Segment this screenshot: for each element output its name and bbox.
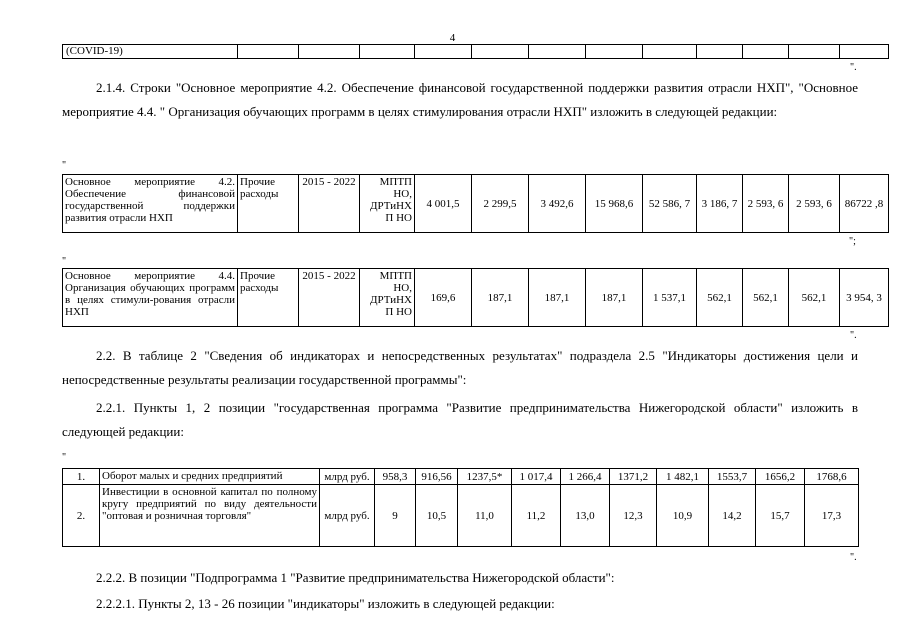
value-cell: 15,7 — [756, 485, 805, 547]
executor-cell: МПТП НО, ДРТиНХ П НО — [360, 269, 415, 327]
paragraph-2-1-4: 2.1.4. Строки "Основное мероприятие 4.2. Обеспечение финансовой государственной поддержки развития отрасли НХП", "Основное мероприятие 4.4. " Организация обучающих программ в целях стимулирования отрасли НХП" изложить в следующей редакции: — [62, 80, 858, 119]
value-cell: 13,0 — [561, 485, 610, 547]
value-cell: 14,2 — [709, 485, 756, 547]
years-cell: 2015 - 2022 — [299, 269, 360, 327]
unit-cell: млрд руб. — [320, 485, 375, 547]
value-cell: 15 968,6 — [586, 175, 643, 233]
expense-cell: Прочие расходы — [238, 175, 299, 233]
indicator-name: Инвестиции в основной капитал по полному кругу предприятий по виду деятельности "оптовая и розничная торговля" — [100, 485, 320, 547]
value-cell: 10,9 — [657, 485, 709, 547]
value-cell: 4 001,5 — [415, 175, 472, 233]
close-quote: ". — [850, 62, 857, 73]
expense-cell: Прочие расходы — [238, 269, 299, 327]
unit-cell: млрд руб. — [320, 469, 375, 485]
value-cell: 9 — [375, 485, 416, 547]
table-row — [63, 469, 859, 485]
value-cell: 1 482,1 — [657, 469, 709, 485]
paragraph-2-2-2-1: 2.2.2.1. Пункты 2, 13 - 26 позиции "индикаторы" изложить в следующей редакции: — [96, 596, 555, 611]
value-cell: 187,1 — [586, 269, 643, 327]
value-cell: 958,3 — [375, 469, 416, 485]
row-number: 2. — [63, 485, 100, 547]
value-cell: 1656,2 — [756, 469, 805, 485]
measure-4-4-table — [62, 268, 889, 327]
paragraph-2-2-1: 2.2.1. Пункты 1, 2 позиции "государственная программа "Развитие предпринимательства Нижегородской области" изложить в следующей редакции: — [62, 400, 858, 439]
row-number: 1. — [63, 469, 100, 485]
value-cell: 1371,2 — [610, 469, 657, 485]
paragraph-2-2: 2.2. В таблице 2 "Сведения об индикаторах и непосредственных результатах" подраздела 2.5 "Индикаторы достижения цели и непосредственные результаты реализации государственной программы": — [62, 348, 858, 387]
value-cell: 187,1 — [472, 269, 529, 327]
value-cell: 562,1 — [743, 269, 789, 327]
value-cell: 1 266,4 — [561, 469, 610, 485]
value-cell: 86722 ,8 — [840, 175, 889, 233]
close-quote: "; — [849, 236, 856, 247]
value-cell: 2 299,5 — [472, 175, 529, 233]
indicator-name: Оборот малых и средних предприятий — [100, 469, 320, 485]
close-quote: ". — [850, 330, 857, 341]
open-quote: " — [62, 256, 67, 267]
close-quote: ". — [850, 552, 857, 563]
measure-name-cell: Основное мероприятие 4.2. Обеспечение финансовой государственной поддержки развития отрасли НХП — [63, 175, 238, 233]
value-cell: 10,5 — [416, 485, 458, 547]
value-cell: 17,3 — [805, 485, 859, 547]
measure-4-2-table — [62, 174, 889, 233]
value-cell: 3 492,6 — [529, 175, 586, 233]
covid-label-cell: (COVID-19) — [63, 45, 238, 59]
value-cell: 3 186, 7 — [697, 175, 743, 233]
value-cell: 52 586, 7 — [643, 175, 697, 233]
measure-name-cell: Основное мероприятие 4.4. Организация обучающих программ в целях стимули-рования отрасли НХП — [63, 269, 238, 327]
page-number: 4 — [449, 32, 456, 44]
indicators-table — [62, 468, 859, 547]
covid-row-table — [62, 44, 889, 59]
value-cell: 169,6 — [415, 269, 472, 327]
value-cell: 1 017,4 — [512, 469, 561, 485]
executor-cell: МПТП НО, ДРТиНХ П НО — [360, 175, 415, 233]
paragraph-2-2-2: 2.2.2. В позиции "Подпрограмма 1 "Развитие предпринимательства Нижегородской области": — [96, 570, 615, 585]
value-cell: 1553,7 — [709, 469, 756, 485]
open-quote: " — [62, 160, 67, 171]
open-quote: " — [62, 452, 67, 463]
value-cell: 562,1 — [789, 269, 840, 327]
years-cell: 2015 - 2022 — [299, 175, 360, 233]
value-cell: 1 537,1 — [643, 269, 697, 327]
value-cell: 1237,5* — [458, 469, 512, 485]
value-cell: 1768,6 — [805, 469, 859, 485]
value-cell: 12,3 — [610, 485, 657, 547]
value-cell: 187,1 — [529, 269, 586, 327]
value-cell: 2 593, 6 — [789, 175, 840, 233]
value-cell: 11,0 — [458, 485, 512, 547]
table-row — [63, 485, 859, 547]
value-cell: 562,1 — [697, 269, 743, 327]
value-cell: 2 593, 6 — [743, 175, 789, 233]
value-cell: 3 954, 3 — [840, 269, 889, 327]
value-cell: 916,56 — [416, 469, 458, 485]
value-cell: 11,2 — [512, 485, 561, 547]
